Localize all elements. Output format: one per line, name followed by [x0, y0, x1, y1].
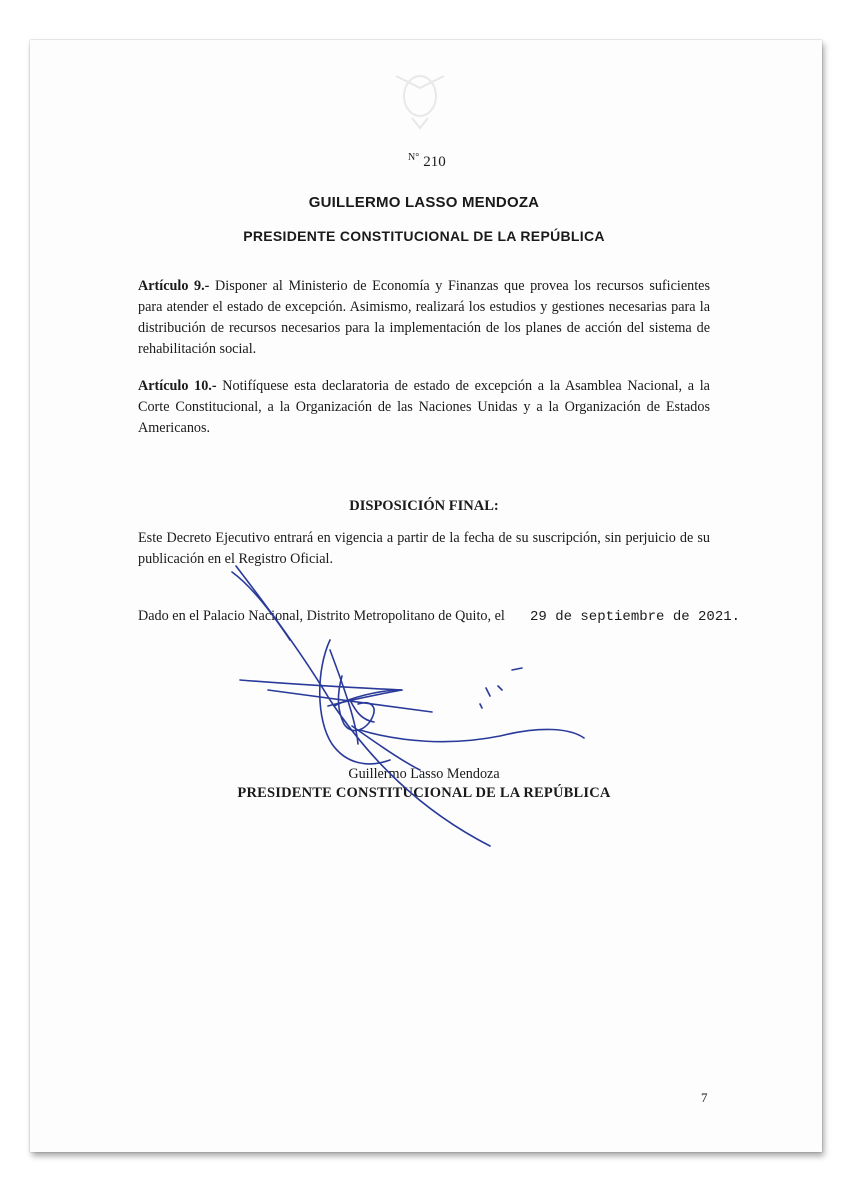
page-number: 7	[701, 1090, 708, 1105]
article-9-label: Artículo 9.-	[138, 278, 210, 294]
article-10	[138, 376, 710, 439]
given-at-text: Dado en el Palacio Nacional, Distrito Metropolitano de Quito, el	[138, 608, 505, 624]
header-title: PRESIDENTE CONSTITUCIONAL DE LA REPÚBLICA	[243, 228, 605, 244]
article-10-label: Artículo 10.-	[138, 378, 217, 394]
coat-of-arms-watermark-icon	[392, 62, 448, 130]
decree-number-value: 210	[423, 154, 446, 170]
decree-number	[408, 152, 446, 171]
decree-number-prefix: N°	[408, 152, 420, 163]
header-name: GUILLERMO LASSO MENDOZA	[308, 194, 540, 211]
final-provision-title: DISPOSICIÓN FINAL:	[349, 498, 499, 514]
article-10-text: Notifíquese esta declaratoria de estado de excepción a la Asamblea Nacional, a la Corte Constitucional, a la Organización de las Naciones Unidas y a la Organización de Estados Americanos.	[138, 378, 710, 436]
article-9	[138, 276, 710, 360]
article-9-text: Disponer al Ministerio de Economía y Finanzas que provea los recursos suficientes para atender el estado de excepción. Asimismo, realizará los estudios y gestiones necesarias para la distribución de recursos necesarios para la implementación de los planes de acción del sistema de rehabilitación social.	[138, 278, 710, 357]
final-provision-text: Este Decreto Ejecutivo entrará en vigencia a partir de la fecha de su suscripción, sin perjuicio de su publicación en el Registro Oficial.	[138, 530, 710, 567]
signatory-title: PRESIDENTE CONSTITUCIONAL DE LA REPÚBLICA	[237, 785, 611, 801]
signatory-name: Guillermo Lasso Mendoza	[348, 766, 500, 782]
signing-date: 29 de septiembre de 2021.	[530, 609, 741, 625]
